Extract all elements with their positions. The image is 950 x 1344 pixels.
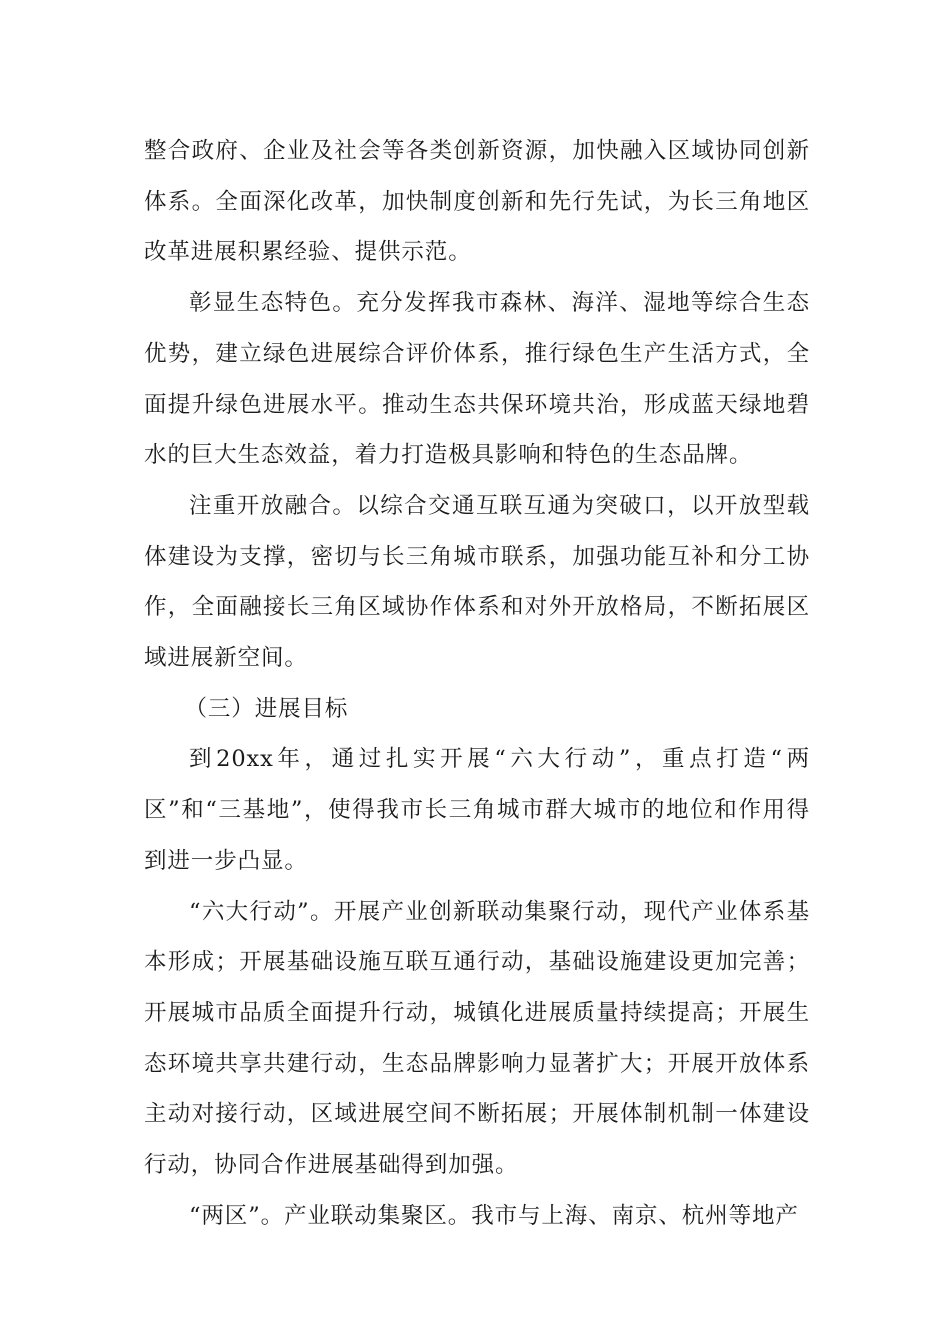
paragraph-innovation-continued: 整合政府、企业及社会等各类创新资源，加快融入区域协同创新体系。全面深化改革，加快制度创新和先行先试，为长三角地区改革进展积累经验、提供示范。 — [144, 138, 810, 266]
paragraph-openness: 注重开放融合。以综合交通互联互通为突破口，以开放型载体建设为支撑，密切与长三角城市联系，加强功能互补和分工协作，全面融接长三角区域协作体系和对外开放格局，不断拓展区域进展新空间。 — [144, 492, 810, 672]
section-heading-goals: （三）进展目标 — [184, 695, 349, 722]
document-page — [144, 126, 810, 1241]
paragraph-two-zones: “两区”。产业联动集聚区。我市与上海、南京、杭州等地产 — [189, 1202, 799, 1229]
paragraph-six-actions: “六大行动”。开展产业创新联动集聚行动，现代产业体系基本形成；开展基础设施互联互通行动，基础设施建设更加完善；开展城市品质全面提升行动，城镇化进展质量持续提高；开展生态环境共享共建行动，生态品牌影响力显著扩大；开展开放体系主动对接行动，区域进展空间不断拓展；开展体制机制一体建设行动，协同合作进展基础得到加强。 — [144, 898, 810, 1179]
paragraph-goals-summary: 到20xx年，通过扎实开展“六大行动”，重点打造“两区”和“三基地”，使得我市长三角城市群大城市的地位和作用得到进一步凸显。 — [144, 746, 810, 874]
paragraph-ecology: 彰显生态特色。充分发挥我市森林、海洋、湿地等综合生态优势，建立绿色进展综合评价体系，推行绿色生产生活方式，全面提升绿色进展水平。推动生态共保环境共治，形成蓝天绿地碧水的巨大生态效益，着力打造极具影响和特色的生态品牌。 — [144, 290, 810, 469]
